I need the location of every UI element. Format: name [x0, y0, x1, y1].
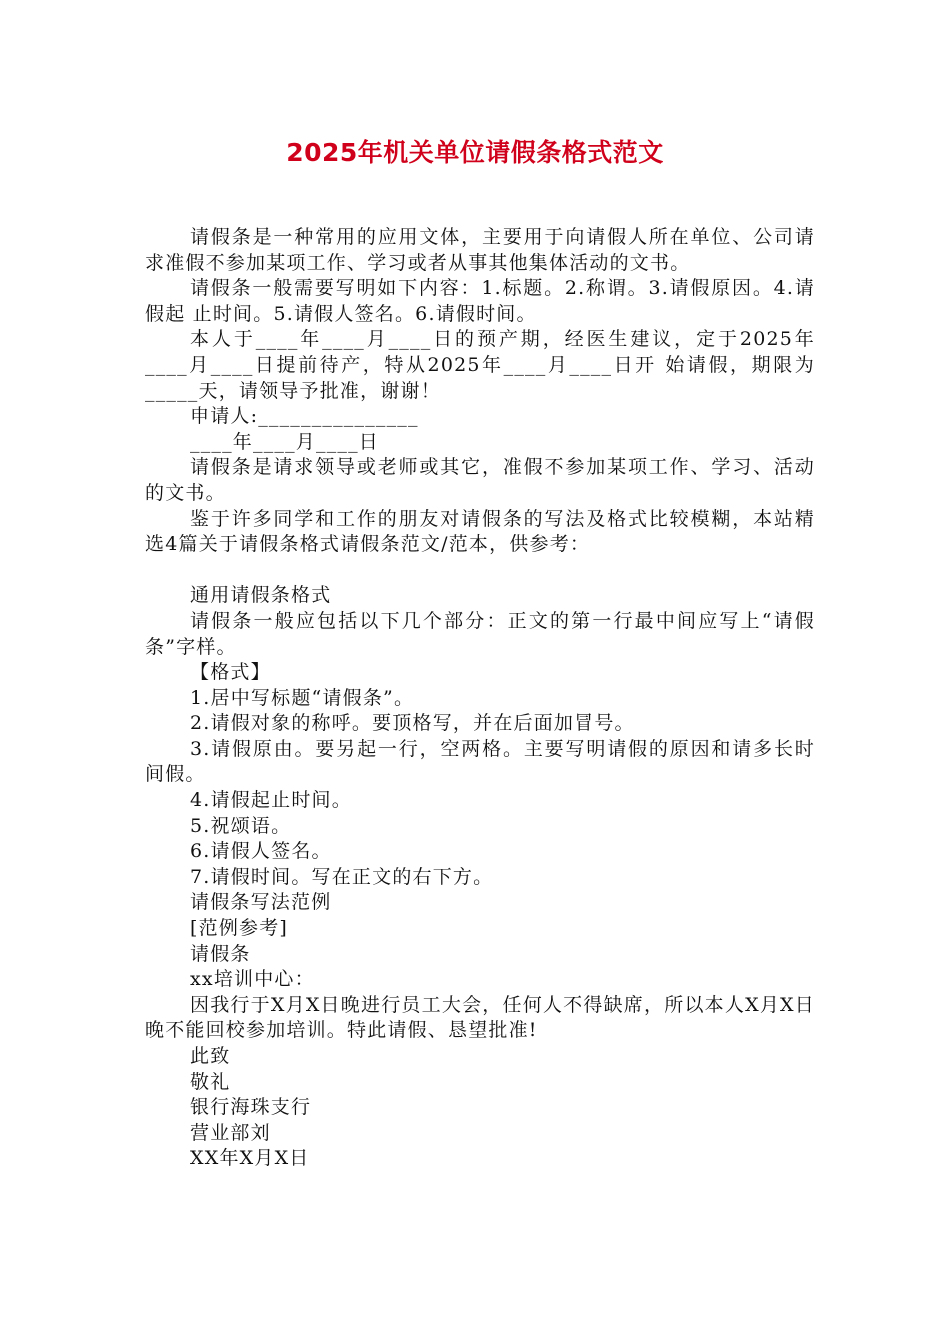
paragraph: 通用请假条格式 [190, 584, 332, 607]
paragraph: [范例参考] [190, 917, 289, 940]
paragraph: 请假条是一种常用的应用文体，主要用于向请假人所在单位、公司请求准假不参加某项工作、学习或者从事其他集体活动的文书。 [145, 226, 815, 274]
paragraph: 请假条一般应包括以下几个部分：正文的第一行最中间应写上“请假条”字样。 [145, 609, 815, 658]
paragraph: 敬礼 [190, 1070, 231, 1093]
paragraph: 请假条 [190, 942, 251, 965]
blank-line [145, 558, 815, 584]
paragraph: 申请人:_______________ [190, 405, 419, 428]
paragraph: xx培训中心： [190, 968, 315, 991]
paragraph: 因我行于X月X日晚进行员工大会，任何人不得缺席，所以本人X月X日晚不能回校参加培训。特此请假、恳望批准! [145, 993, 815, 1042]
paragraph: 请假条是请求领导或老师或其它，准假不参加某项工作、学习、活动的文书。 [145, 456, 815, 504]
paragraph: 2.请假对象的称呼。要顶格写，并在后面加冒号。 [190, 712, 635, 735]
paragraph: XX年X月X日 [190, 1147, 310, 1170]
paragraph: 请假条写法范例 [190, 891, 332, 914]
paragraph: 请假条一般需要写明如下内容：1.标题。2.称谓。3.请假原因。4.请假起 止时间。5.请假人签名。6.请假时间。 [145, 277, 815, 325]
paragraph: 此致 [190, 1045, 231, 1067]
paragraph: 银行海珠支行 [190, 1096, 312, 1119]
paragraph: 【格式】 [190, 661, 271, 684]
paragraph: 本人于____年____月____日的预产期，经医生建议，定于2025年____月____日提前待产，特从2025年____月____日开 始请假，期限为_____天，请领导予批准，谢谢！ [145, 328, 815, 402]
paragraph: 鉴于许多同学和工作的朋友对请假条的写法及格式比较模糊，本站精选4篇关于请假条格式请假条范文/范本，供参考： [145, 507, 815, 556]
paragraph: ____年____月____日 [190, 430, 380, 453]
paragraph: 4.请假起止时间。 [190, 789, 352, 812]
paragraph: 1.居中写标题“请假条”。 [190, 686, 415, 709]
paragraph: 6.请假人签名。 [190, 840, 332, 863]
paragraph: 5.祝颂语。 [190, 814, 292, 837]
document-title: 2025年机关单位请假条格式范文 [286, 138, 664, 167]
paragraph: 3.请假原由。要另起一行，空两格。主要写明请假的原因和请多长时间假。 [145, 737, 815, 786]
document-body [145, 225, 815, 1172]
paragraph: 营业部刘 [190, 1121, 271, 1144]
paragraph: 7.请假时间。写在正文的右下方。 [190, 865, 494, 888]
